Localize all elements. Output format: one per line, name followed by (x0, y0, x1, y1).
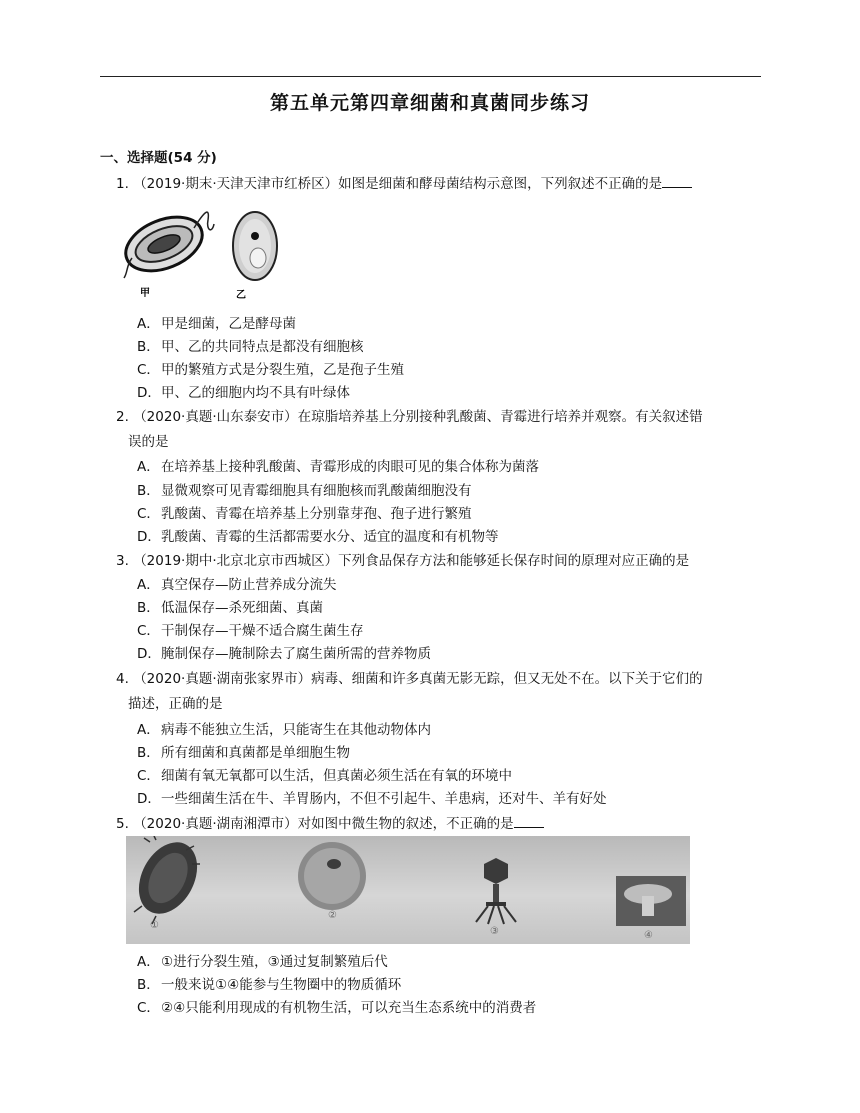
document-title: 第五单元第四章细菌和真菌同步练习 (269, 92, 590, 114)
question-2 (116, 405, 766, 430)
q4-option-a: A．病毒不能独立生活，只能寄生在其他动物体内 (137, 722, 431, 738)
question-stem: （2019·期末·天津天津市红桥区）如图是细菌和酵母菌结构示意图，下列叙述不正确的是 (133, 176, 663, 192)
q1-option-c: C．甲的繁殖方式是分裂生殖，乙是孢子生殖 (137, 362, 404, 378)
bacterium-illustration (118, 207, 214, 281)
question-number: 2. (116, 409, 129, 425)
bacteria-yeast-figure (118, 200, 278, 304)
q2-option-c: C．乳酸菌、青霉在培养基上分别靠芽孢、孢子进行繁殖 (137, 506, 472, 522)
question-stem: （2020·真题·山东泰安市）在琼脂培养基上分别接种乳酸菌、青霉进行培养并观察。有关叙述错 (133, 409, 703, 425)
figure-label-4: ④ (644, 930, 653, 941)
q5-option-b: B．一般来说①④能参与生物圈中的物质循环 (137, 977, 402, 993)
question-stem: （2020·真题·湖南湘潭市）对如图中微生物的叙述，不正确的是 (133, 816, 514, 832)
figure-label-3: ③ (490, 926, 499, 937)
answer-blank (662, 173, 692, 188)
question-number: 1. (116, 176, 129, 192)
q2-option-b: B．显微观察可见青霉细胞具有细胞核而乳酸菌细胞没有 (137, 483, 472, 499)
question-1 (116, 172, 766, 197)
q1-option-b: B．甲、乙的共同特点是都没有细胞核 (137, 339, 364, 355)
q1-option-a: A．甲是细菌，乙是酵母菌 (137, 316, 296, 332)
q3-option-c: C．干制保存—干燥不适合腐生菌生存 (137, 623, 364, 639)
q5-option-c: C．②④只能利用现成的有机物生活，可以充当生态系统中的消费者 (137, 1000, 537, 1016)
section-heading: 一、选择题(54 分) (100, 150, 217, 166)
question-stem: （2019·期中·北京北京市西城区）下列食品保存方法和能够延长保存时间的原理对应正确的是 (133, 553, 690, 569)
question-3 (116, 549, 766, 574)
yeast-image (298, 842, 366, 910)
figure-label-1: ① (150, 920, 159, 931)
q4-option-d: D．一些细菌生活在牛、羊胃肠内，不但不引起牛、羊患病，还对牛、羊有好处 (137, 791, 607, 807)
figure-label-2: ② (328, 910, 337, 921)
header-rule (100, 76, 761, 77)
yeast-illustration (233, 212, 277, 280)
q2-option-a: A．在培养基上接种乳酸菌、青霉形成的肉眼可见的集合体称为菌落 (137, 459, 539, 475)
mushroom-image (616, 876, 686, 926)
answer-blank (514, 813, 544, 828)
q3-option-b: B．低温保存—杀死细菌、真菌 (137, 600, 323, 616)
question-4-continued: 描述，正确的是 (128, 696, 223, 712)
figure-label-yi: 乙 (236, 290, 246, 301)
q5-option-a: A．①进行分裂生殖，③通过复制繁殖后代 (137, 954, 388, 970)
q4-option-b: B．所有细菌和真菌都是单细胞生物 (137, 745, 350, 761)
question-number: 3. (116, 553, 129, 569)
question-5 (116, 812, 766, 837)
q4-option-c: C．细菌有氧无氧都可以生活，但真菌必须生活在有氧的环境中 (137, 768, 512, 784)
q1-option-d: D．甲、乙的细胞内均不具有叶绿体 (137, 385, 350, 401)
question-2-continued: 误的是 (128, 434, 169, 450)
q3-option-d: D．腌制保存—腌制除去了腐生菌所需的营养物质 (137, 646, 431, 662)
figure-label-jia: 甲 (140, 288, 150, 299)
q2-option-d: D．乳酸菌、青霉的生活都需要水分、适宜的温度和有机物等 (137, 529, 499, 545)
question-stem: （2020·真题·湖南张家界市）病毒、细菌和许多真菌无影无踪，但又无处不在。以下关于它们的 (133, 671, 703, 687)
microorganisms-photo (126, 836, 690, 944)
question-number: 5. (116, 816, 129, 832)
question-number: 4. (116, 671, 129, 687)
q3-option-a: A．真空保存—防止营养成分流失 (137, 577, 337, 593)
question-4 (116, 667, 766, 692)
